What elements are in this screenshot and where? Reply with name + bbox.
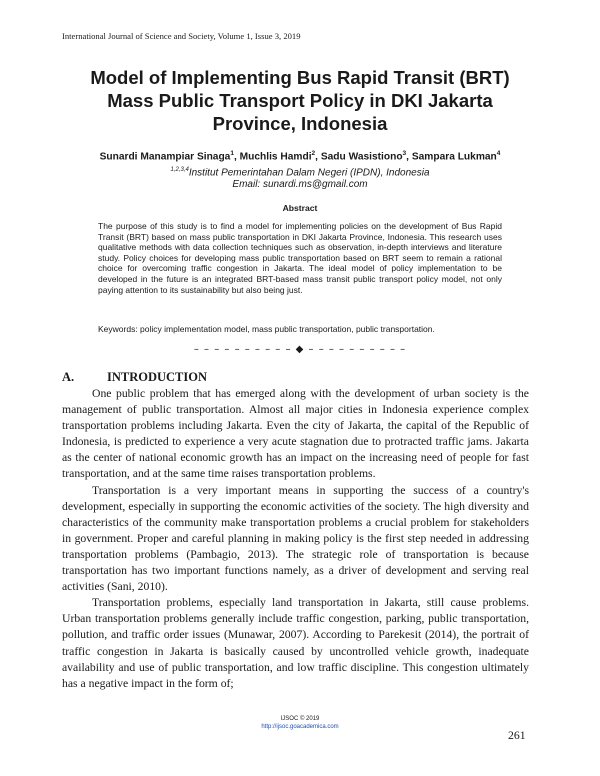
email: Email: sunardi.ms@gmail.com [232, 179, 368, 191]
author-name: Sunardi Manampiar Sinaga [99, 151, 231, 163]
paragraph: Transportation is a very important means in supporting the success of a country's development, especially in supporting the economic activities of the society. The high diversity and characteristics of the community make transportation problems a crucial problem for stakeholders in government. Proper and careful planning in making policy is the first step needed in addressing transportation problems (Pambagio, 2013). The strategic role of transportation is because transportation has two important functions namely, as a driver of development and serving real activities (Sani, 2010). [62, 483, 529, 594]
author-name: Sampara Lukman [411, 151, 497, 163]
author-sup: 4 [496, 150, 501, 157]
section-heading [62, 370, 207, 385]
body-text [62, 386, 529, 692]
title-line: Mass Public Transport Policy in DKI Jakarta [107, 90, 493, 111]
section-divider: – – – – – – – – – – ◆ – – – – – – – – – – [193, 344, 407, 355]
journal-header: International Journal of Science and Society, Volume 1, Issue 3, 2019 [62, 31, 301, 41]
footer-copyright: IJSOC © 2019 [280, 716, 320, 722]
paper-title [60, 66, 540, 135]
page-number: 261 [508, 729, 526, 742]
affiliation [60, 164, 540, 191]
paragraph: One public problem that has emerged along with the development of urban society is the management of public transportation. Almost all major cities in Indonesia experience complex transportation problems including Jakarta. Even the city of Jakarta, the capital of the Republic of Indonesia, is predicted to experience a very acute stagnation due to protracted traffic jams. Jakarta as the center of national economic growth has an impact on the increasing need of people for fast transportation, and at the same time raises transportation problems. [62, 387, 529, 481]
keywords: Keywords: policy implementation model, mass public transportation, public transportation. [98, 324, 435, 334]
author-sup: 1 [230, 150, 234, 157]
abstract-text: The purpose of this study is to find a model for implementing policies on the development of Bus Rapid Transit (BRT) based on mass public transportation in DKI Jakarta Province, Indonesia. This research uses qualitative methods with data collection techniques such as observation, in-depth interviews and literature study. Policy choices for developing mass public transportation based on BRT seem to remain a rational choice for overcoming traffic congestion in Jakarta. The ideal model of policy implementation to be developed in the future is an integrated BRT-based mass transit public transport policy model, not only paying attention to its sustainability but also being just. [98, 221, 502, 295]
author-sup: 3 [402, 150, 407, 157]
abstract-heading: Abstract [282, 203, 318, 213]
author-name: Sadu Wasistiono [320, 151, 403, 163]
section-letter: A. [62, 370, 75, 384]
section-title: INTRODUCTION [107, 370, 208, 384]
author-sup: 2 [311, 150, 316, 157]
paragraph: Transportation problems, especially land transportation in Jakarta, still cause problems. Urban transportation problems generally include traffic congestion, parking, public transportation, pollution, and traffic order issues (Munawar, 2007). According to Parekesit (2014), the portrait of traffic congestion in Jakarta is basically caused by uncontrolled vehicle growth, inadequate availability and use of public transportation, and low traffic discipline. This congestion ultimately has a negative impact in the form of; [62, 596, 529, 690]
affiliation-sup: 1,2,3,4 [170, 167, 189, 173]
author-list: Sunardi Manampiar Sinaga$^1$, Muchlis Hamdi$^2$, Sadu Wasistiono$^3$, Sampara Lukman$^4$ [99, 150, 501, 163]
footer-url[interactable]: http://ijsoc.goacademica.com [261, 724, 339, 730]
author-name: Muchlis Hamdi [239, 151, 312, 163]
institution: Institut Pemerintahan Dalam Negeri (IPDN), Indonesia [188, 167, 430, 179]
title-line: Province, Indonesia [212, 113, 388, 134]
title-line: Model of Implementing Bus Rapid Transit (BRT) [90, 67, 510, 88]
